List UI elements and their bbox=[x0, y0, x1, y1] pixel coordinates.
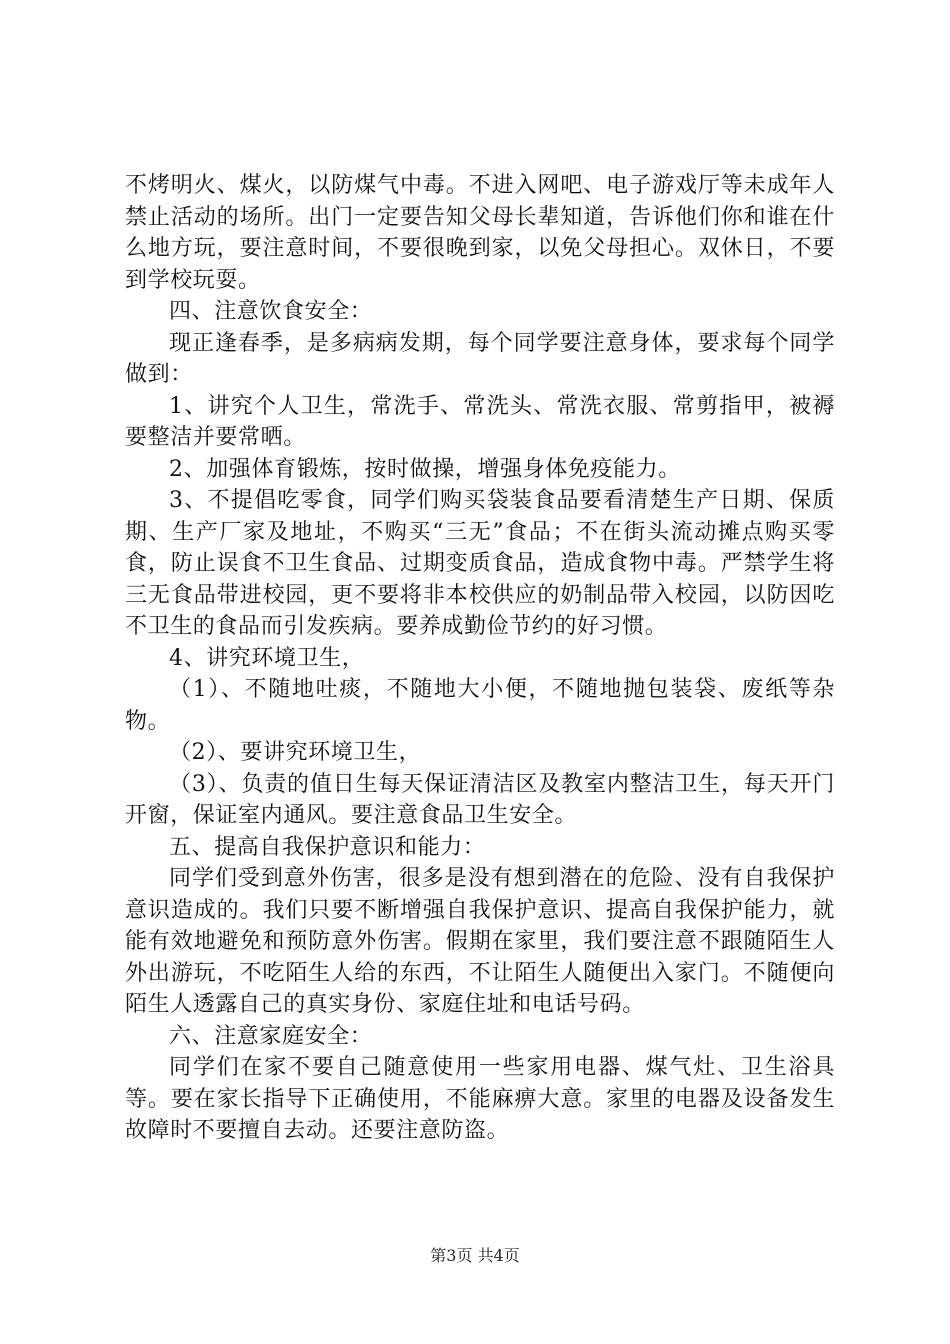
sub-item-3: （3）、负责的值日生每天保证清洁区及教室内整洁卫生，每天开门开窗，保证室内通风。要注意食品卫生安全。 bbox=[125, 771, 835, 828]
list-item-4: 4、讲究环境卫生， bbox=[169, 645, 365, 671]
paragraph-2: 现正逢春季，是多病病发期，每个同学要注意身体，要求每个同学做到： bbox=[125, 330, 835, 387]
sub-item-1: （1）、不随地吐痰，不随地大小便，不随地抛包装袋、废纸等杂物。 bbox=[125, 677, 835, 734]
section-heading-self-protection: 五、提高自我保护意识和能力： bbox=[169, 834, 486, 860]
list-item-2: 2、加强体育锻炼，按时做操，增强身体免疫能力。 bbox=[169, 456, 681, 482]
section-heading-food-safety: 四、注意饮食安全： bbox=[169, 299, 373, 324]
paragraph-1: 不烤明火、煤火，以防煤气中毒。不进入网吧、电子游戏厅等未成年人禁止活动的场所。出门一定要告知父母长辈知道，告诉他们你和谁在什么地方玩，要注意时间，不要很晚到家，以免父母担心。双休日，不要到学校玩耍。 bbox=[125, 173, 835, 293]
document-body bbox=[125, 170, 835, 1147]
list-item-3: 3、不提倡吃零食，同学们购买袋装食品要看清楚生产日期、保质期、生产厂家及地址，不购买“三无”食品；不在街头流动摊点购买零食，防止误食不卫生食品、过期变质食品，造成食物中毒。严禁学生将三无食品带进校园，更不要将非本校供应的奶制品带入校园，以防因吃不卫生的食品而引发疾病。要养成勤俭节约的好习惯。 bbox=[125, 488, 835, 639]
section-heading-home-safety: 六、注意家庭安全： bbox=[169, 1023, 373, 1049]
page-number-footer: 第3页 共4页 bbox=[430, 1246, 520, 1265]
paragraph-3: 同学们受到意外伤害，很多是没有想到潜在的危险、没有自我保护意识造成的。我们只要不断增强自我保护意识、提高自我保护能力，就能有效地避免和预防意外伤害。假期在家里，我们要注意不跟随陌生人外出游玩，不吃陌生人给的东西，不让陌生人随便出入家门。不随便向陌生人透露自己的真实身份、家庭住址和电话号码。 bbox=[125, 866, 835, 1017]
list-item-1: 1、讲究个人卫生，常洗手、常洗头、常洗衣服、常剪指甲，被褥要整洁并要常晒。 bbox=[125, 393, 835, 450]
paragraph-4: 同学们在家不要自己随意使用一些家用电器、煤气灶、卫生浴具等。要在家长指导下正确使用，不能麻痹大意。家里的电器及设备发生故障时不要擅自去动。还要注意防盗。 bbox=[125, 1055, 835, 1143]
sub-item-2: （2）、要讲究环境卫生， bbox=[169, 740, 422, 765]
